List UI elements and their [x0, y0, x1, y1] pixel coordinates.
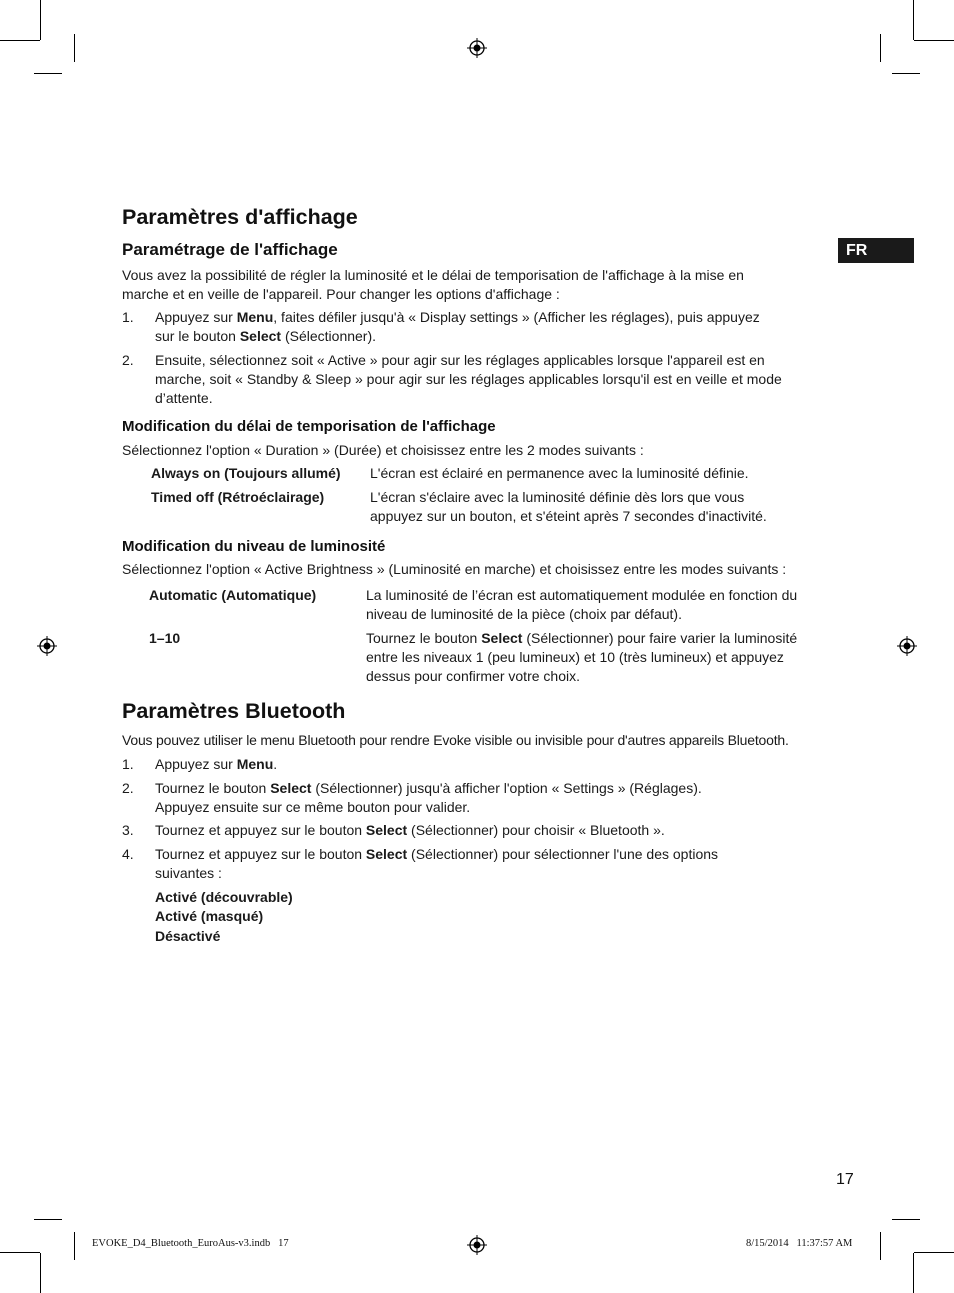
- step-text: Tournez le bouton Select (Sélectionner) jusqu'à afficher l'option « Settings » (Réglages). Appuyez ensuite sur ce même bouton pour valider.: [155, 780, 702, 815]
- step-text: Appuyez sur Menu.: [155, 756, 278, 772]
- option-label: Timed off (Rétroéclairage): [151, 489, 325, 505]
- step-number: 2.: [122, 780, 134, 796]
- option-label: Always on (Toujours allumé): [151, 465, 341, 481]
- bluetooth-option: Activé (découvrable): [155, 889, 293, 905]
- crop-mark: [914, 1252, 954, 1253]
- registration-mark-icon: [467, 38, 487, 58]
- step-number: 1.: [122, 309, 134, 325]
- brightness-intro: Sélectionnez l'option « Active Brightness » (Luminosité en marche) et choisissez entre les modes suivants :: [122, 561, 787, 577]
- timeout-intro: Sélectionnez l'option « Duration » (Durée) et choisissez entre les 2 modes suivants :: [122, 442, 644, 458]
- crop-mark: [913, 1253, 914, 1293]
- option-description: L'écran s'éclaire avec la luminosité définie dès lors que vous appuyez sur un bouton, et s'éteint après 7 secondes d'inactivité.: [370, 489, 767, 524]
- option-label: 1–10: [149, 630, 181, 646]
- section-title-bluetooth: Paramètres Bluetooth: [122, 699, 346, 723]
- crop-mark: [0, 1252, 40, 1253]
- crop-mark: [74, 34, 75, 62]
- intro-paragraph: Vous avez la possibilité de régler la luminosité et le délai de temporisation de l'affichage à la mise en marche et en veille de l'appareil. Pour changer les options d'affichage :: [122, 267, 744, 302]
- registration-mark-icon: [467, 1235, 487, 1255]
- crop-mark: [0, 40, 40, 41]
- subsection-heading-brightness: Modification du niveau de luminosité: [122, 538, 386, 555]
- footer-timestamp: 8/15/2014 11:37:57 AM: [746, 1238, 853, 1249]
- step-number: 3.: [122, 822, 134, 838]
- crop-mark: [914, 40, 954, 41]
- bluetooth-option: Activé (masqué): [155, 908, 264, 924]
- language-tab: FR: [838, 238, 914, 263]
- step-text: Ensuite, sélectionnez soit « Active » pour agir sur les réglages applicables lorsque l'appareil est en marche, soit « Standby & Sleep » pour agir sur les réglages applicables lorsqu'il est en veille et mode d’attente.: [155, 352, 782, 406]
- step-text: Tournez et appuyez sur le bouton Select (Sélectionner) pour sélectionner l'une des options suivantes :: [155, 846, 719, 881]
- footer-file-slug: EVOKE_D4_Bluetooth_EuroAus-v3.indb 17: [92, 1238, 289, 1249]
- crop-mark: [913, 0, 914, 40]
- option-description: La luminosité de l’écran est automatiquement modulée en fonction du niveau de luminosité de la pièce (choix par défaut).: [366, 587, 798, 622]
- crop-mark: [40, 1253, 41, 1293]
- crop-mark: [40, 0, 41, 40]
- step-text: Tournez et appuyez sur le bouton Select (Sélectionner) pour choisir « Bluetooth ».: [155, 822, 665, 838]
- page-number: 17: [836, 1171, 854, 1188]
- step-number: 1.: [122, 756, 134, 772]
- crop-mark: [880, 1232, 881, 1260]
- section-title-display: Paramètres d'affichage: [122, 205, 358, 229]
- crop-mark: [34, 1219, 62, 1220]
- crop-mark: [892, 73, 920, 74]
- registration-mark-icon: [37, 636, 57, 656]
- crop-mark: [34, 73, 62, 74]
- step-number: 2.: [122, 352, 134, 368]
- option-label: Automatic (Automatique): [149, 587, 317, 603]
- bluetooth-option: Désactivé: [155, 928, 221, 944]
- crop-mark: [880, 34, 881, 62]
- crop-mark: [892, 1219, 920, 1220]
- subsection-heading-timeout: Modification du délai de temporisation de l'affichage: [122, 418, 496, 435]
- registration-mark-icon: [897, 636, 917, 656]
- option-description: L'écran est éclairé en permanence avec la luminosité définie.: [370, 465, 749, 481]
- step-text: Appuyez sur Menu, faites défiler jusqu'à « Display settings » (Afficher les réglages), puis appuyez sur le bouton Select (Sélectionner).: [155, 309, 760, 344]
- step-number: 4.: [122, 846, 134, 862]
- crop-mark: [74, 1232, 75, 1260]
- subsection-heading-setup: Paramétrage de l'affichage: [122, 240, 338, 259]
- bluetooth-intro: Vous pouvez utiliser le menu Bluetooth pour rendre Evoke visible ou invisible pour d'autres appareils Bluetooth.: [122, 732, 789, 748]
- option-description: Tournez le bouton Select (Sélectionner) pour faire varier la luminosité entre les niveaux 1 (peu lumineux) et 10 (très lumineux) et appuyez dessus pour confirmer votre choix.: [366, 630, 798, 684]
